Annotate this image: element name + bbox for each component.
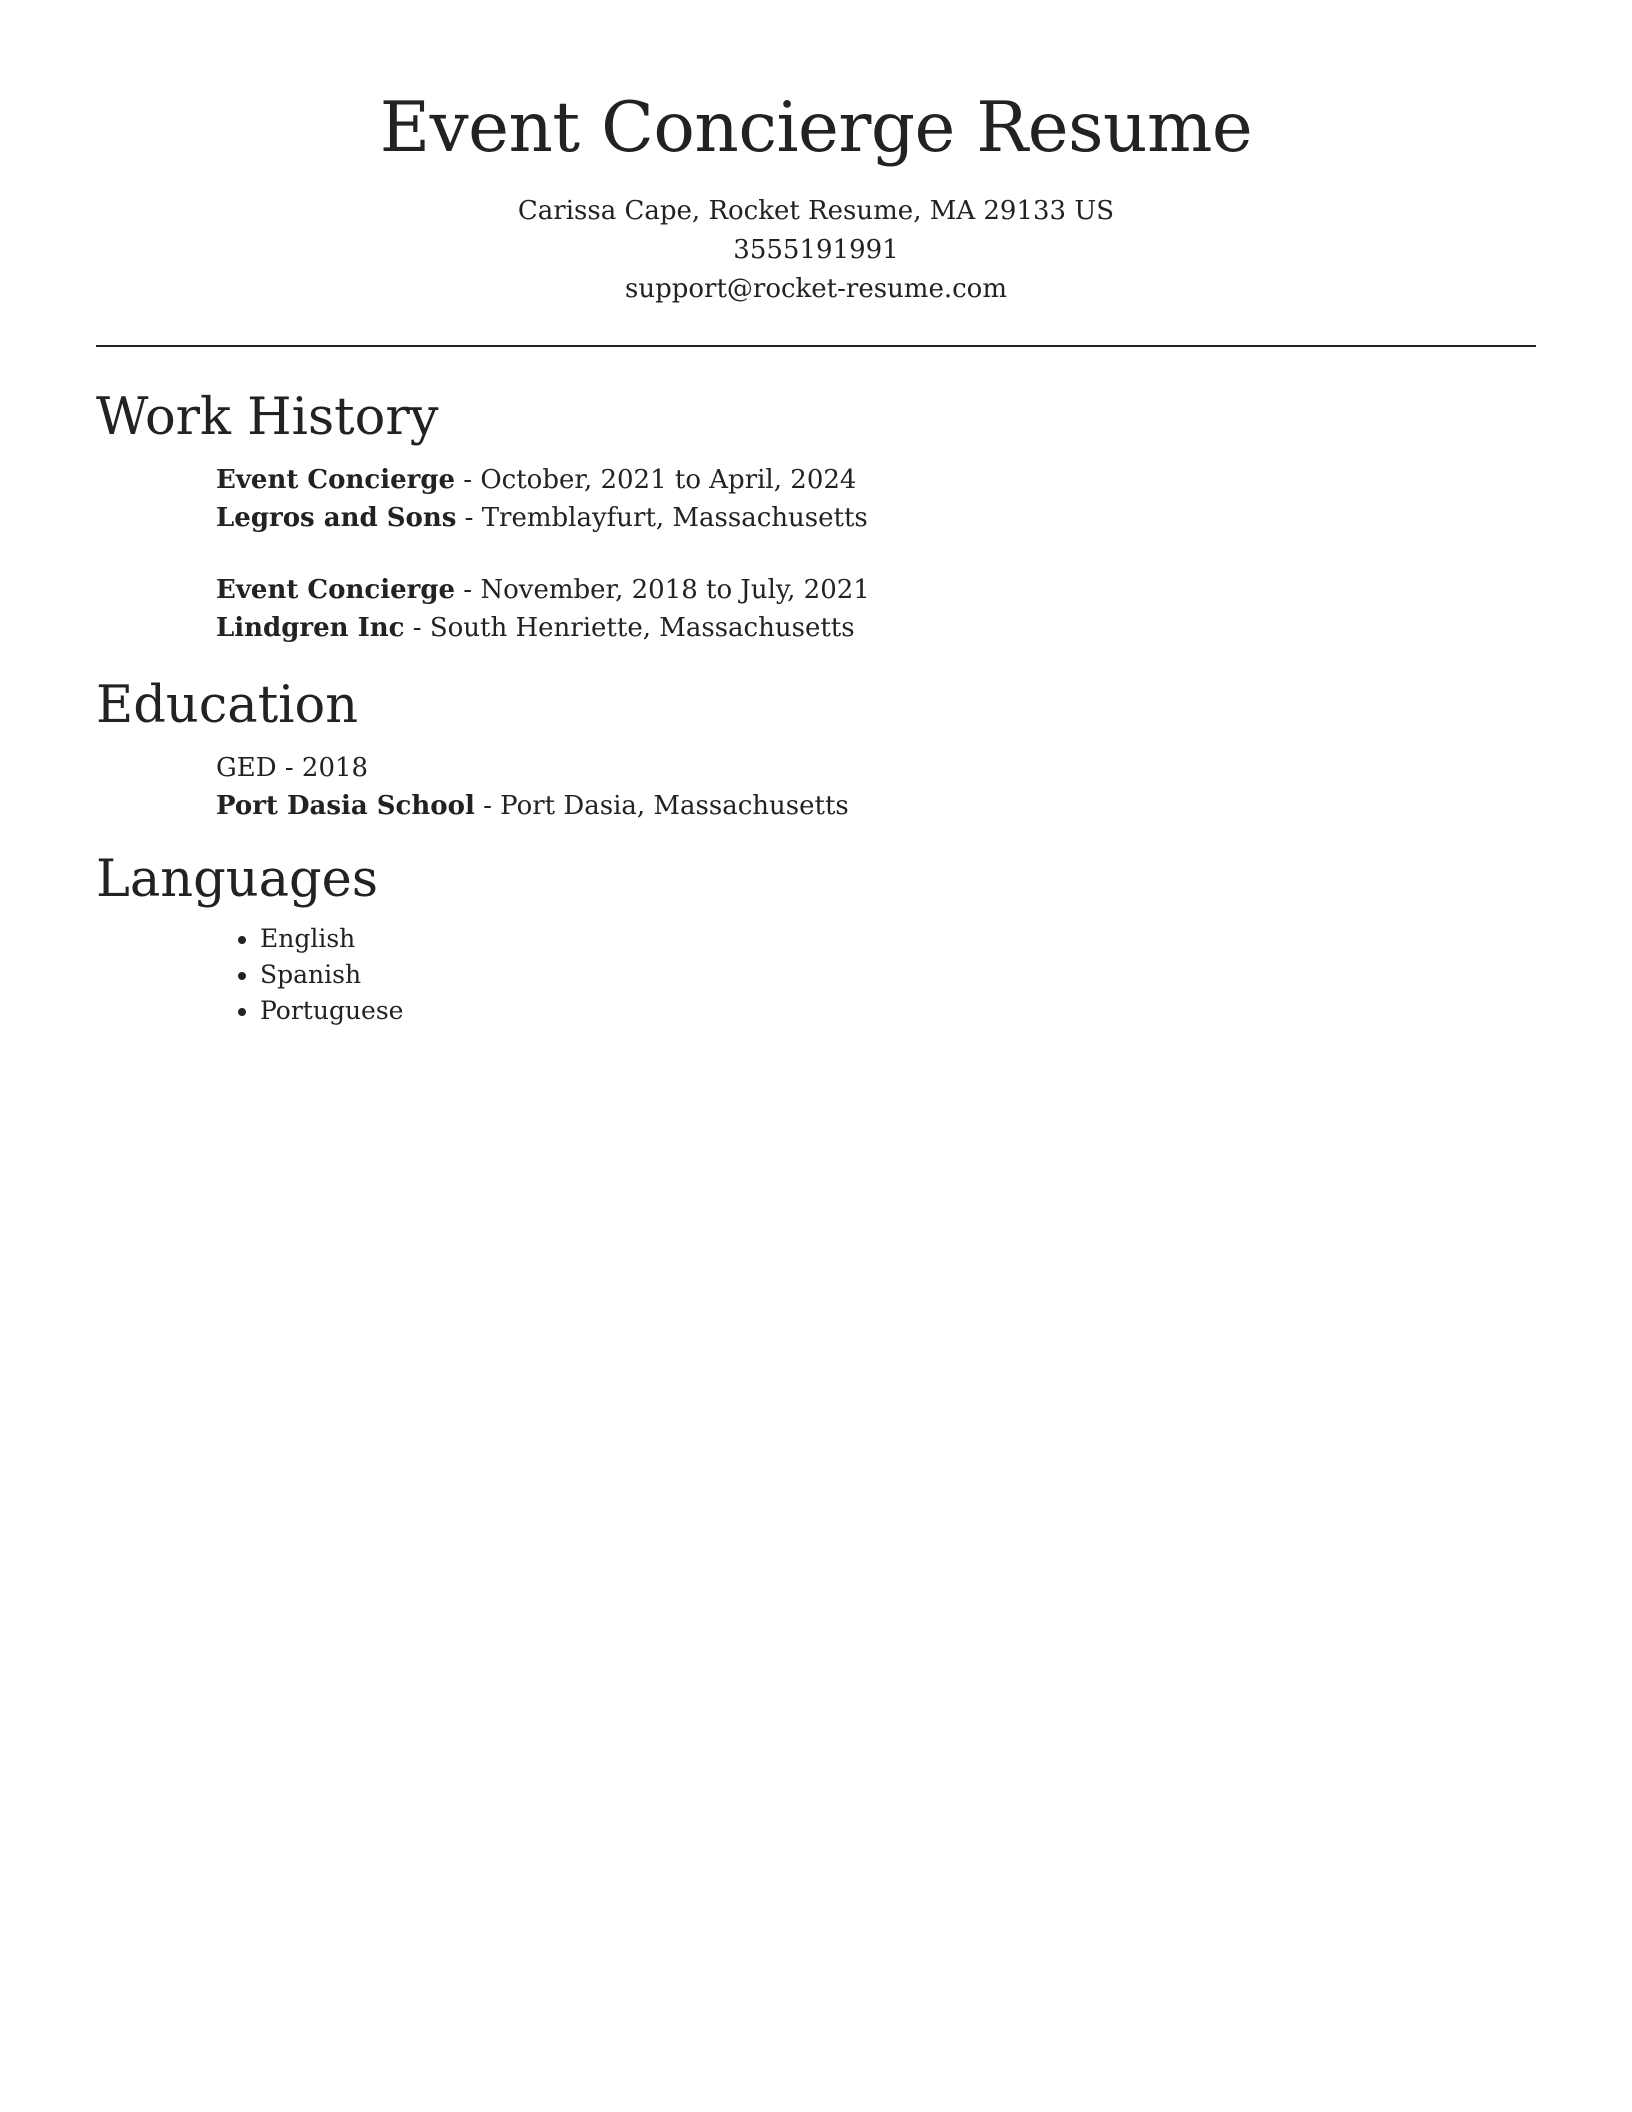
languages-section [96, 847, 1536, 1029]
education-section [96, 673, 1536, 825]
job-role: Event Concierge [216, 465, 456, 495]
job-title-line [216, 461, 1536, 499]
contact-address: Carissa Cape, Rocket Resume, MA 29133 US [517, 196, 1115, 226]
header-divider [96, 345, 1536, 347]
school-line [216, 787, 1536, 825]
language-item: • English [260, 921, 1536, 957]
contact-phone: 3555191991 [733, 235, 899, 265]
job-company-line [216, 499, 1536, 537]
job-company: Legros and Sons [216, 503, 457, 533]
job-entry [216, 461, 1536, 537]
work-history-heading: Work History [96, 388, 439, 447]
education-entry [216, 749, 1536, 825]
school-name: Port Dasia School [216, 791, 475, 821]
job-dates: - October, 2021 to April, 2024 [455, 465, 857, 495]
contact-email: support@rocket-resume.com [624, 274, 1007, 304]
job-company-line [216, 609, 1536, 647]
job-title-line [216, 571, 1536, 609]
resume-title: Event Concierge Resume [379, 88, 1253, 168]
job-entry [216, 571, 1536, 647]
school-location: - Port Dasia, Massachusetts [474, 791, 849, 821]
language-item: • Spanish [260, 957, 1536, 993]
education-heading: Education [96, 676, 359, 735]
resume-header [96, 0, 1536, 309]
job-location: - Tremblayfurt, Massachusetts [456, 503, 868, 533]
contact-block [96, 192, 1536, 309]
job-role: Event Concierge [216, 575, 456, 605]
languages-list [216, 921, 1536, 1029]
job-company: Lindgren Inc [216, 613, 405, 643]
education-entries [216, 749, 1536, 825]
language-item: • Portuguese [260, 993, 1536, 1029]
languages-heading: Languages [96, 850, 379, 909]
degree-line [216, 749, 1536, 787]
resume-page [96, 0, 1536, 1029]
degree: GED [216, 753, 277, 783]
job-dates: - November, 2018 to July, 2021 [455, 575, 870, 605]
work-history-section [96, 385, 1536, 647]
job-location: - South Henriette, Massachusetts [404, 613, 855, 643]
work-history-entries [216, 461, 1536, 647]
degree-year: - 2018 [276, 753, 369, 783]
